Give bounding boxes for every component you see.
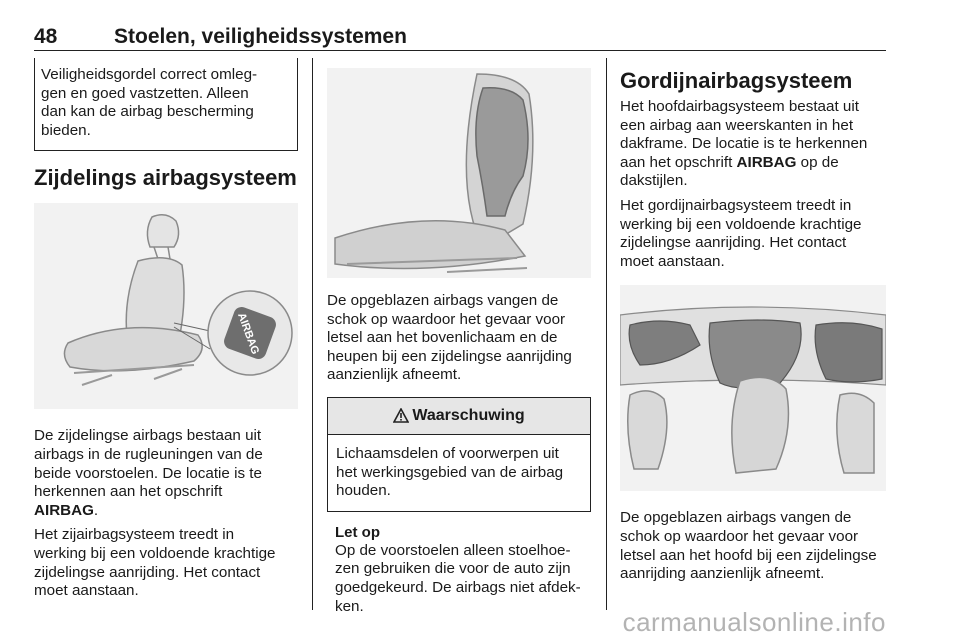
column-2: [327, 58, 591, 616]
text-line: letsel aan het hoofd bij een zijdelingse: [620, 546, 877, 564]
airbag-bold-text: AIRBAG: [736, 153, 797, 171]
note-title: Let op: [335, 523, 380, 541]
text-line: zen gebruiken die voor de auto zijn: [335, 560, 571, 578]
text-line: het werkingsgebied van de airbag: [336, 463, 564, 481]
paragraph: [327, 292, 591, 385]
text-line: aanzienlijk afneemt.: [327, 366, 462, 384]
text-line: goedgekeurd. De airbags niet afdek-: [335, 578, 581, 596]
text-line: zijdelingse aanrijding. Het contact: [620, 234, 847, 252]
text-line: Het gordijnairbagsysteem treedt in: [620, 196, 852, 214]
text-line: Het zijairbagsysteem treedt in: [34, 526, 235, 544]
header-rule: [34, 50, 886, 51]
text-line: zijdelingse aanrijding. Het contact: [34, 563, 261, 581]
warning-body: [328, 435, 590, 511]
text-line: schok op waardoor het gevaar voor: [327, 310, 566, 328]
column-1: [34, 58, 298, 601]
note: [327, 524, 591, 616]
text-line: letsel aan het bovenlichaam en de: [327, 329, 558, 347]
text-line: Het hoofdairbagsysteem bestaat uit: [620, 98, 859, 115]
text-line: heupen bij een zijdelingse aanrijding: [327, 347, 572, 365]
text-line: ken.: [335, 597, 364, 615]
text-line: Op de voorstoelen alleen stoelhoe-: [335, 541, 571, 559]
column-3: [620, 58, 886, 584]
notice-box: [34, 58, 298, 151]
inflated-airbag-illustration: [327, 68, 591, 278]
text-line: moet aanstaan.: [34, 582, 139, 600]
text-line: airbags in de rugleuningen van de: [34, 445, 263, 463]
paragraph: [620, 98, 886, 191]
text-line: De zijdelingse airbags bestaan uit: [34, 427, 262, 445]
text-line: werking bij een voldoende krachtige: [34, 544, 276, 562]
text-line: aan het opschrift AIRBAG op de: [620, 153, 839, 171]
curtain-airbag-figure: [620, 285, 886, 491]
notice-line: bieden.: [41, 121, 91, 139]
text-line: AIRBAG.: [34, 501, 99, 519]
text-line: werking bij een voldoende krachtige: [620, 215, 862, 233]
text-line: Lichaamsdelen of voorwerpen uit: [336, 444, 559, 462]
text-line: beide voorstoelen. De locatie is te: [34, 464, 262, 482]
inflated-airbag-figure: [327, 68, 591, 278]
page-number: 48: [34, 25, 58, 48]
airbag-label: AIRBAG: [235, 311, 262, 357]
section-heading: Zijdelings airbagsysteem: [34, 165, 297, 191]
warning-title: Waarschuwing: [412, 406, 525, 424]
airbag-bold-text: AIRBAG: [34, 501, 94, 519]
side-airbag-figure: [34, 203, 298, 409]
chapter-title: Stoelen, veiligheidssystemen: [114, 25, 407, 48]
column-divider: [606, 58, 607, 610]
text-line: herkennen aan het opschrift: [34, 483, 223, 501]
notice-line: gen en goed vastzetten. Alleen: [41, 84, 249, 102]
paragraph: [620, 509, 886, 583]
paragraph: [34, 526, 298, 600]
text-line: De opgeblazen airbags vangen de: [327, 292, 559, 309]
text-line: moet aanstaan.: [620, 252, 725, 270]
car-interior-illustration: [620, 285, 886, 491]
notice-line: dan kan de airbag bescherming: [41, 103, 254, 121]
text-line: een airbag aan weerskanten in het: [620, 116, 854, 134]
watermark: carmanualsonline.info: [622, 607, 886, 637]
column-divider: [312, 58, 313, 610]
notice-line: Veiligheidsgordel correct omleg-: [41, 66, 258, 83]
paragraph: [620, 197, 886, 271]
warning-triangle-icon: [393, 408, 409, 423]
page-header: [34, 25, 886, 53]
paragraph: [34, 427, 298, 520]
seat-illustration: [34, 203, 298, 409]
warning-box: [327, 397, 591, 512]
warning-header: [328, 398, 590, 435]
text-line: dakstijlen.: [620, 172, 688, 190]
text-line: De opgeblazen airbags vangen de: [620, 509, 852, 527]
text-line: schok op waardoor het gevaar voor: [620, 527, 859, 545]
text-line: aanrijding aanzienlijk afneemt.: [620, 565, 825, 583]
text-line: dakframe. De locatie is te herkennen: [620, 135, 868, 153]
text-line: houden.: [336, 482, 391, 500]
section-heading: Gordijnairbagsysteem: [620, 68, 853, 93]
